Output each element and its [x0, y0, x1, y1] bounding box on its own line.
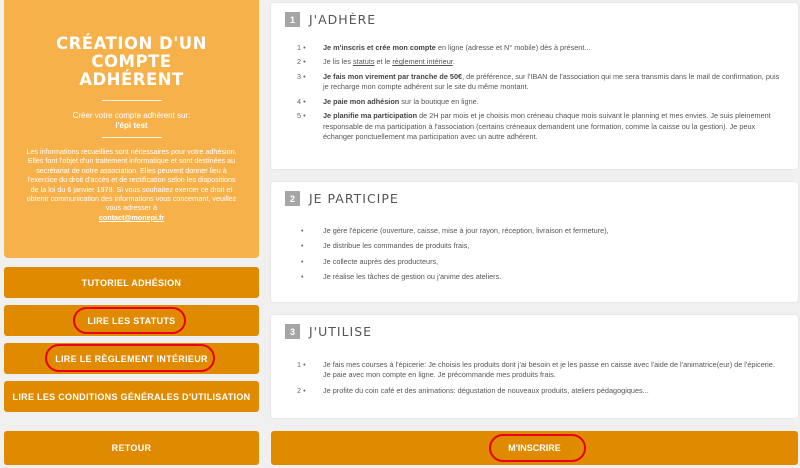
step-text: , de préférence, sur l'IBAN de l'association qui me sera transmis dans le mail de confirmation, puis je recharge mon compte adhérent sur le site du même montant. — [323, 71, 780, 92]
section-title: J'ADHÈRE — [309, 12, 377, 27]
list-marker: 2 • — [297, 385, 306, 395]
list-marker: 2 • — [297, 57, 306, 67]
section-title: J'UTILISE — [309, 324, 373, 339]
rules-link[interactable]: règlement intérieur — [392, 57, 453, 67]
list-marker: 5 • — [297, 111, 306, 121]
list-item-text: Je collecte auprès des producteurs, — [323, 256, 439, 266]
bullet-icon: • — [301, 226, 304, 235]
list-item-text: Je réalise les tâches de gestion ou j'anime des ateliers. — [323, 272, 502, 282]
list-marker: 3 • — [297, 71, 306, 81]
section-header — [285, 12, 376, 27]
section-header — [285, 324, 372, 339]
back-button[interactable]: RETOUR — [4, 431, 259, 465]
list-item — [297, 360, 782, 381]
participate-section — [271, 182, 798, 302]
bullet-icon: • — [301, 256, 304, 266]
list-item — [297, 226, 782, 236]
list-item-text: Je gère l'épicerie (ouverture, caisse, mise à jour rayon, réception, livraison et fermeture), — [323, 226, 609, 235]
statutes-link[interactable]: statuts — [353, 57, 375, 67]
list-item-text: Je fais mes courses à l'épicerie: Je choisis les produits dont j'ai besoin et je les passe en caisse avec l'aide de l'animatrice(eur) de l'épicerie. Je paie avec mon compte en ligne. Je précommande mes produits frais. — [323, 360, 775, 380]
list-marker: 1 • — [297, 43, 306, 52]
section-header — [285, 191, 399, 206]
join-section — [271, 3, 798, 169]
list-item — [297, 111, 782, 142]
list-item — [297, 241, 782, 251]
use-section — [271, 315, 798, 418]
list-item-text: Je distribue les commandes de produits frais, — [323, 241, 470, 251]
step-text: et le — [374, 57, 393, 67]
divider — [102, 137, 162, 138]
step-text: en ligne (adresse et N° mobile) dès à présent... — [435, 43, 591, 52]
sidebar-subtitle: Créer votre compte adhérent sur: — [72, 111, 191, 120]
list-marker: 4 • — [297, 96, 306, 106]
privacy-text: Les informations recueillies sont nécessaires pour votre adhésion. Elles font l'objet d'un traitement informatique et sont destinées au secrétariat de notre association. Elles peuvent donner lieu à l'exercice du droit d'accès et de rectification selon les dispositions de la loi du 6 janvier 1978. Si vous souhaitez exercer ce droit et obtenir communication des informations vous concernant, veuillez vous adresser à — [26, 147, 237, 213]
step-bold-text: Je m'inscris et crée mon compte — [323, 43, 436, 52]
register-button[interactable]: M'INSCRIRE — [271, 431, 798, 465]
list-item — [297, 43, 782, 53]
contact-email-link[interactable]: contact@monepi.fr — [98, 212, 165, 222]
read-rules-button[interactable]: LIRE LE RÈGLEMENT INTÉRIEUR — [4, 343, 259, 374]
step-text: de 2H par mois et je choisis mon créneau chaque mois suivant le planning et mes envies. Je suis pleinement responsable de ma participation à l'association (certains créneaux demandent une formation, comme la caisse ou la gestion). Je peux échanger ponctuellement ma participation avec un autre adhérent. — [323, 111, 771, 141]
list-item — [297, 386, 782, 396]
bullet-icon: • — [301, 241, 304, 251]
list-item — [297, 257, 782, 267]
account-creation-card — [4, 0, 259, 258]
sidebar-title: CRÉATION D'UN COMPTE ADHÉRENT — [55, 34, 207, 89]
section-title: JE PARTICIPE — [309, 191, 399, 206]
step-text: sur la boutique en ligne. — [399, 96, 479, 106]
section-number: 3 — [285, 324, 300, 339]
list-item — [297, 57, 782, 67]
list-marker: 1 • — [297, 360, 306, 369]
section-number: 1 — [285, 12, 300, 27]
step-text: Je lis les — [323, 57, 354, 67]
privacy-info — [26, 147, 238, 222]
bullet-icon: • — [301, 272, 304, 282]
list-item — [297, 272, 782, 282]
join-steps-list — [297, 43, 782, 146]
use-list — [297, 360, 782, 401]
participate-list — [297, 226, 782, 288]
step-bold-text: Je fais mon virement par tranche de 50€ — [323, 71, 463, 81]
divider — [102, 100, 162, 101]
list-item-text: Je profite du coin café et des animations: dégustation de nouveaux produits, ateliers pédagogiques... — [323, 385, 649, 395]
read-statutes-button[interactable]: LIRE LES STATUTS — [4, 305, 259, 336]
read-terms-button[interactable]: LIRE LES CONDITIONS GÉNÉRALES D'UTILISATION — [4, 381, 259, 412]
site-name: l'épi test — [115, 121, 148, 130]
list-item — [297, 72, 782, 93]
step-bold-text: Je paie mon adhésion — [323, 96, 400, 106]
list-item — [297, 97, 782, 107]
step-text: . — [452, 57, 455, 67]
tutorial-button[interactable]: TUTORIEL ADHÉSION — [4, 267, 259, 298]
section-number: 2 — [285, 191, 300, 206]
step-bold-text: Je planifie ma participation — [323, 111, 418, 121]
